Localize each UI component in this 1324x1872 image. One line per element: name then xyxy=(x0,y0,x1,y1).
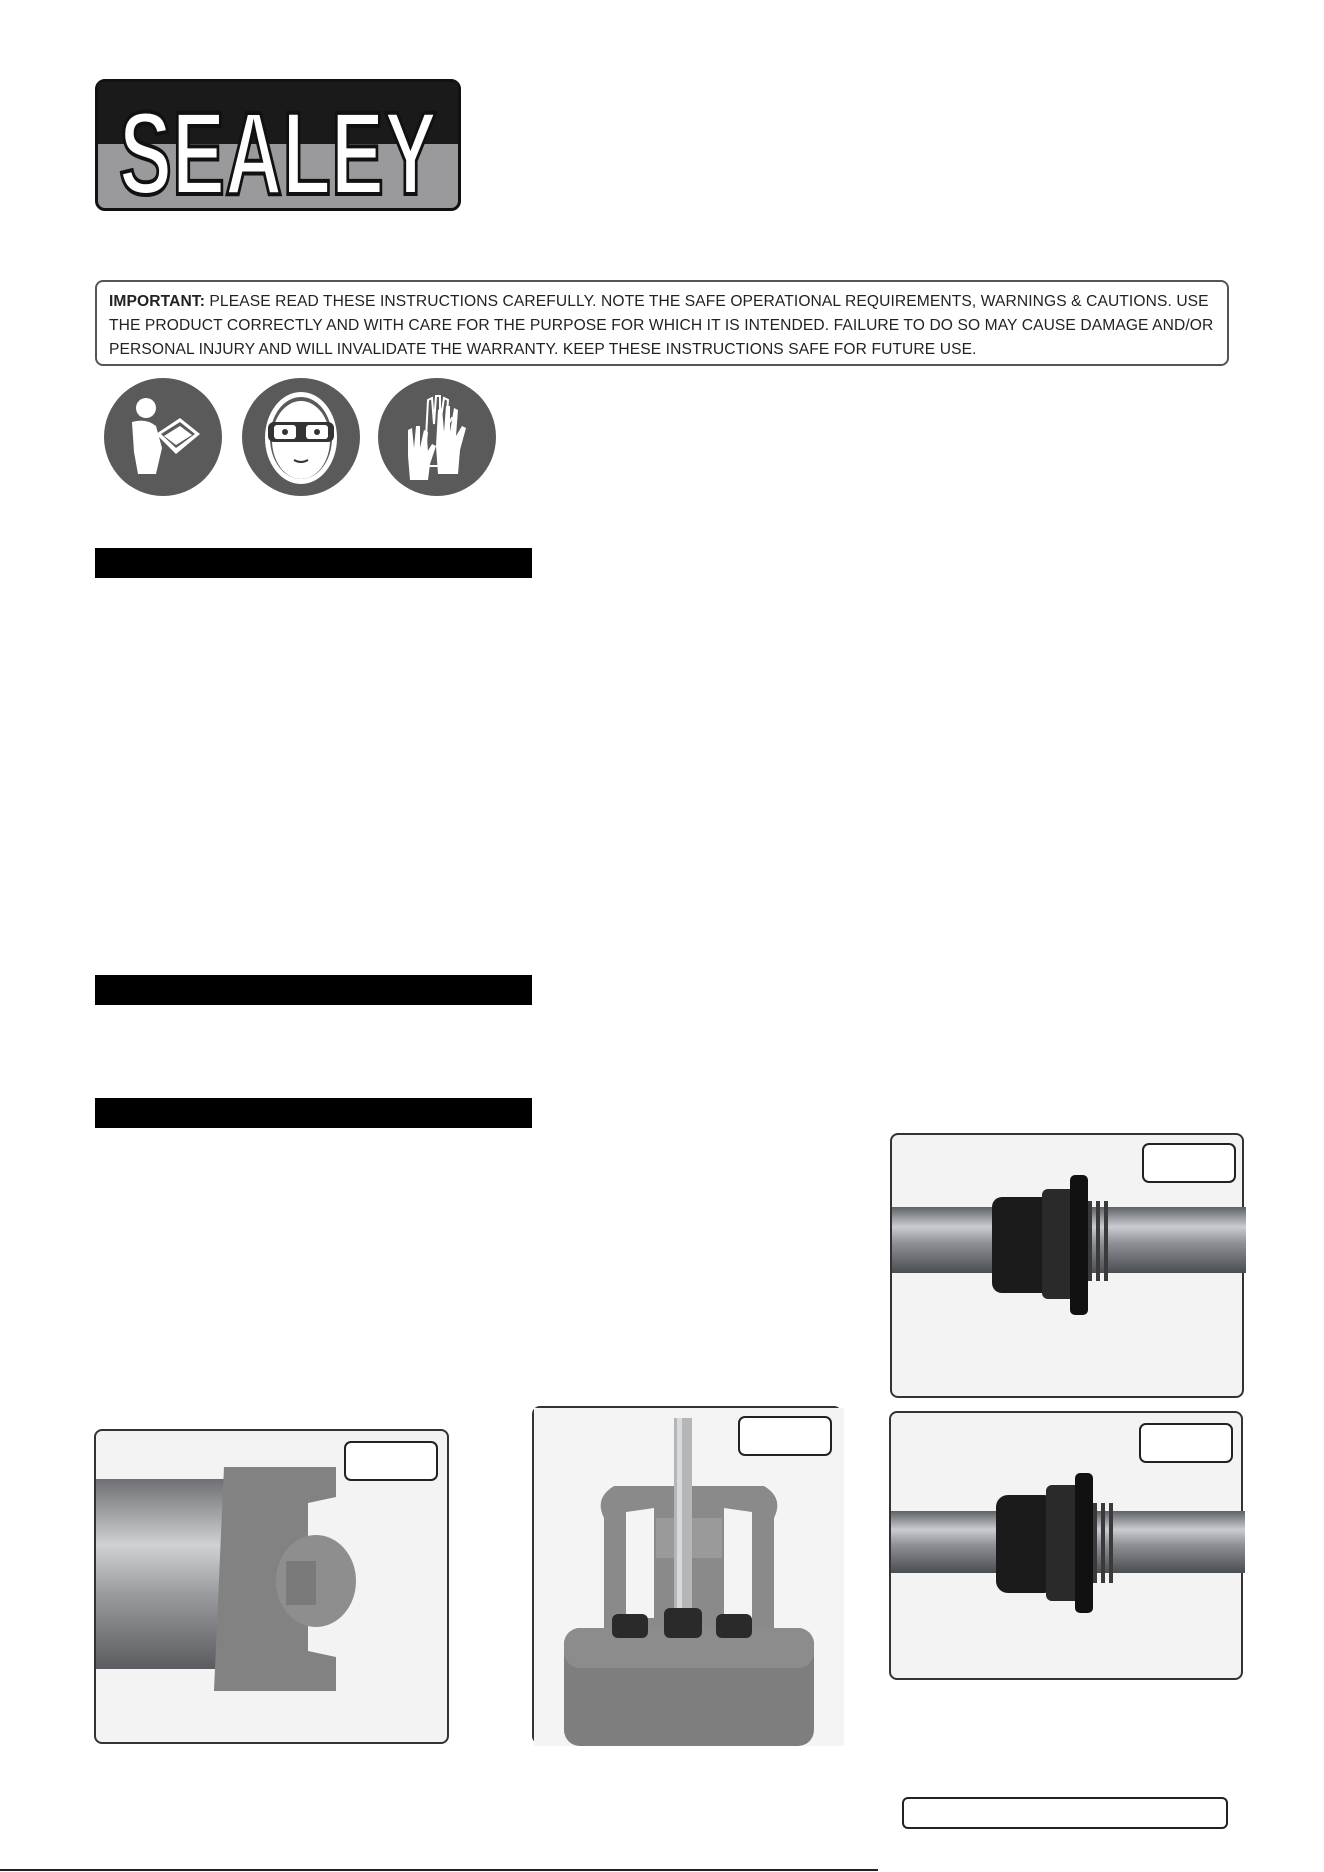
notice-text: PLEASE READ THESE INSTRUCTIONS CAREFULLY. NOTE THE SAFE OPERATIONAL REQUIREMENTS, WARNINGS & CAUTIONS. USE THE PRODUCT CORRECTLY AND WITH CARE FOR THE PURPOSE FOR WHICH IT IS INTENDED. FAILURE TO DO SO MAY CAUSE DAMAGE AND/OR PERSONAL INJURY AND WILL INVALIDATE THE WARRANTY. KEEP THESE INSTRUCTIONS SAFE FOR FUTURE USE. xyxy=(109,293,1214,358)
important-notice xyxy=(95,280,1229,366)
safety-goggles-icon xyxy=(242,378,360,496)
notice-label: IMPORTANT: xyxy=(109,293,205,310)
logo-text: SEALEY xyxy=(119,88,437,220)
section-header-bar-3 xyxy=(95,1098,532,1128)
read-manual-icon xyxy=(104,378,222,496)
sealey-logo xyxy=(95,79,461,220)
figure-container xyxy=(532,1406,842,1744)
section-header-bar-2 xyxy=(95,975,532,1005)
safety-gloves-icon xyxy=(378,378,496,496)
figure-label xyxy=(1139,1423,1233,1463)
figure-pipe-clip xyxy=(94,1429,449,1744)
figure-coupling-a xyxy=(890,1133,1244,1398)
figure-label xyxy=(344,1441,438,1481)
footer-reference-box xyxy=(902,1797,1228,1829)
figure-label xyxy=(1142,1143,1236,1183)
section-header-bar-1 xyxy=(95,548,532,578)
bottom-rule xyxy=(0,1869,878,1871)
figure-label xyxy=(738,1416,832,1456)
figure-coupling-b xyxy=(889,1411,1243,1680)
